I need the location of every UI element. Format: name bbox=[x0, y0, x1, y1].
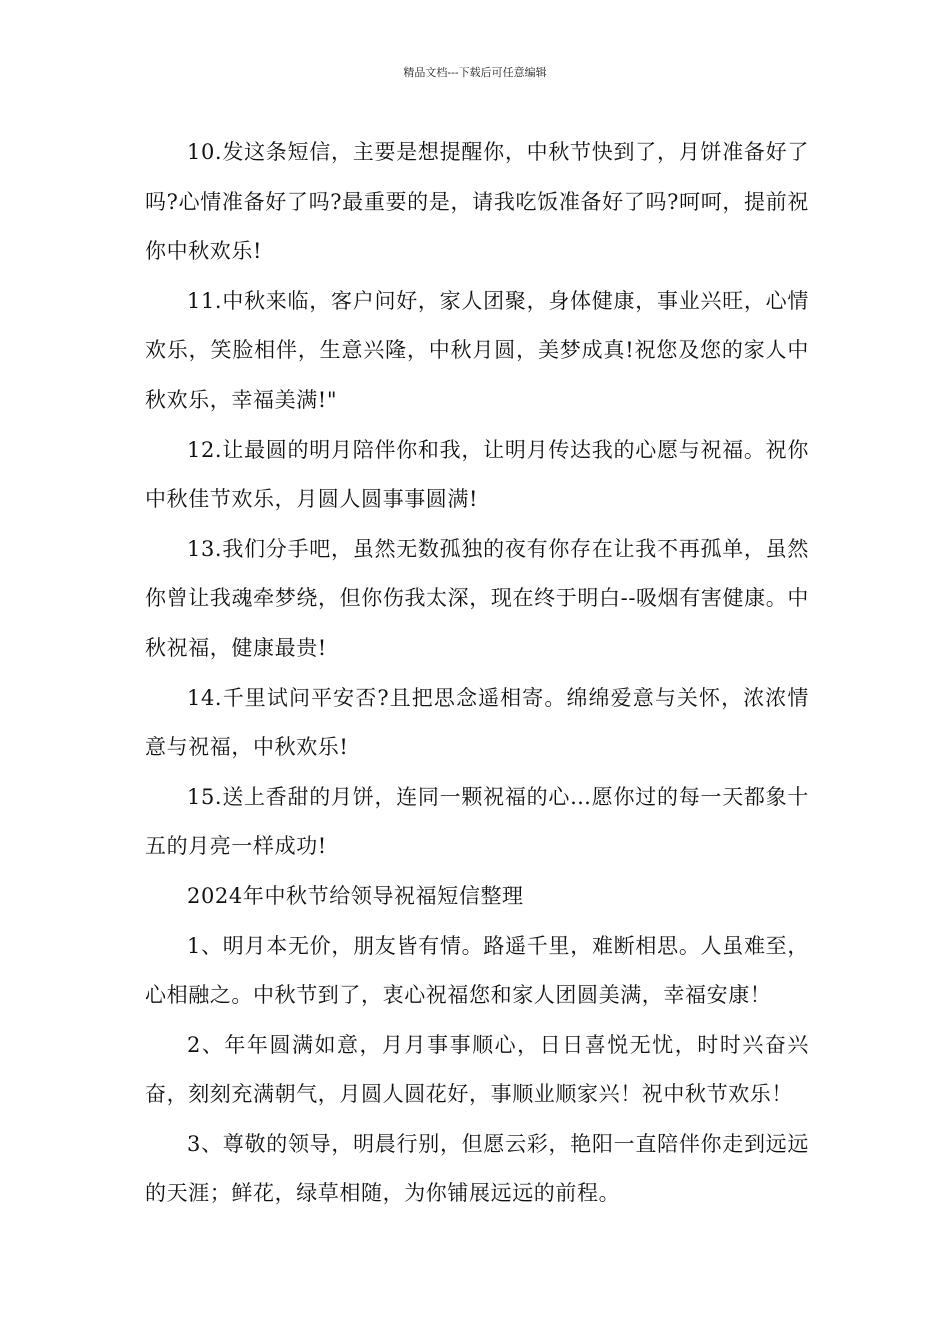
paragraph-10: 10.发这条短信，主要是想提醒你，中秋节快到了，月饼准备好了吗?心情准备好了吗?最重要的是，请我吃饭准备好了吗?呵呵，提前祝你中秋欢乐! bbox=[145, 140, 809, 264]
page-header: 精品文档---下载后可任意编辑 bbox=[403, 66, 547, 79]
paragraph-13: 13.我们分手吧，虽然无数孤独的夜有你存在让我不再孤单，虽然你曾让我魂牵梦绕，但你伤我太深，现在终于明白--吸烟有害健康。中秋祝福，健康最贵! bbox=[145, 536, 809, 660]
paragraph-11: 11.中秋来临，客户问好，家人团聚，身体健康，事业兴旺，心情欢乐，笑脸相伴，生意兴隆，中秋月圆，美梦成真!祝您及您的家人中秋欢乐，幸福美满!" bbox=[145, 288, 809, 412]
paragraph-leader-2: 2、年年圆满如意，月月事事顺心，日日喜悦无忧，时时兴奋兴奋，刻刻充满朝气，月圆人圆花好，事顺业顺家兴！祝中秋节欢乐！ bbox=[145, 1032, 809, 1107]
paragraph-12: 12.让最圆的明月陪伴你和我，让明月传达我的心愿与祝福。祝你中秋佳节欢乐，月圆人圆事事圆满! bbox=[145, 437, 809, 512]
paragraph-14: 14.千里试问平安否?且把思念遥相寄。绵绵爱意与关怀，浓浓情意与祝福，中秋欢乐! bbox=[145, 685, 809, 760]
paragraph-15: 15.送上香甜的月饼，连同一颗祝福的心…愿你过的每一天都象十五的月亮一样成功! bbox=[145, 784, 809, 859]
document-body bbox=[145, 128, 809, 1219]
paragraph-leader-3: 3、尊敬的领导，明晨行别，但愿云彩，艳阳一直陪伴你走到远远的天涯；鲜花，绿草相随，为你铺展远远的前程。 bbox=[145, 1131, 809, 1206]
section-heading: 2024年中秋节给领导祝福短信整理 bbox=[187, 883, 524, 908]
paragraph-leader-1: 1、明月本无价，朋友皆有情。路遥千里，难断相思。人虽难至，心相融之。中秋节到了，衷心祝福您和家人团圆美满，幸福安康！ bbox=[145, 933, 809, 1008]
